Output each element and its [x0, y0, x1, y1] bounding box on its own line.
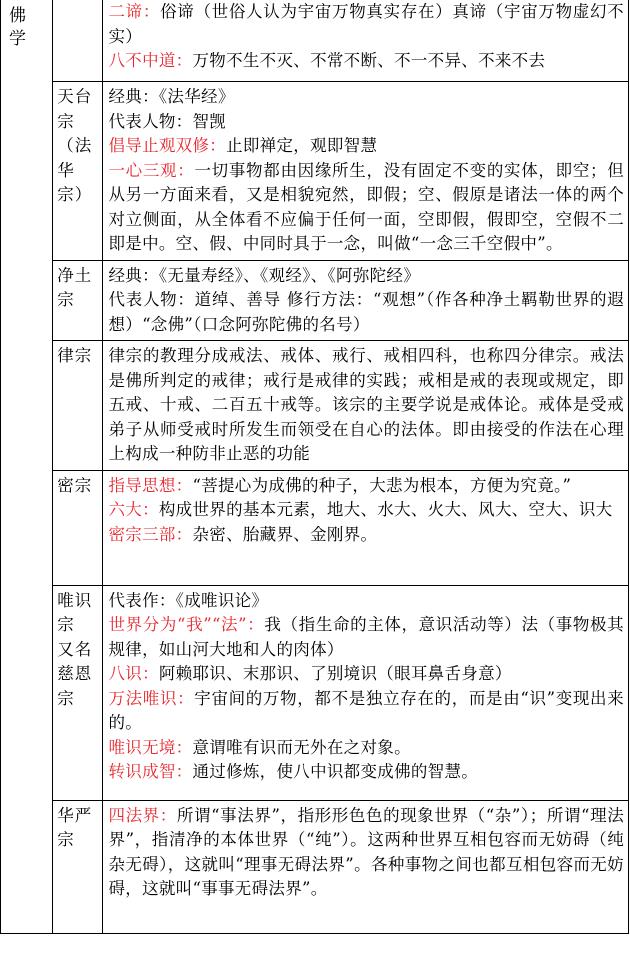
description-cell [103, 260, 629, 341]
description-text: 代表人物：智觊 [108, 111, 227, 131]
description-text: 律宗的教理分成戒法、戒体、戒行、戒相四科，也称四分律宗。戒法是佛所判定的戒律；戒行是戒律的实践；戒相是戒的表现或规定，即五戒、十戒、二百五十戒等。该宗的主要学说是戒体论。戒体是受戒弟子从师受戒时所发生而领受在自心的法体。即由接受的作法在心理上构成一种防非止恶的功能 [108, 346, 624, 463]
school-name: 唯识 宗 又名 慈恩 宗 [57, 590, 93, 708]
table-row [1, 0, 629, 82]
description-text: 杂密、胎藏界、金刚界。 [192, 524, 378, 544]
description-line [108, 474, 624, 499]
description-cell [103, 341, 629, 471]
description-text: 构成世界的基本元素，地大、水大、火大、风大、空大、识大 [158, 500, 613, 519]
school-cell [53, 0, 103, 82]
description-text: 经典：《无量寿经》、《观经》、《阿弥陀经》 [108, 265, 421, 285]
school-cell [53, 800, 103, 933]
highlight-term: 世界分为“我”“法”： [108, 615, 265, 634]
table-row [1, 470, 629, 585]
description-text: 阿赖耶识、末那识、了别境识（眼耳鼻舌身意） [158, 664, 512, 683]
description-line [108, 49, 624, 74]
school-name: 密宗 [57, 475, 93, 495]
description-text: 代表作：《成唯识论》 [108, 590, 269, 610]
description-line [108, 736, 624, 761]
description-text: 代表人物：道绰、善导 修行方法：“观想”（作各种净土羁勒世界的遐想）“念佛”（口念阿弥陀佛的名号） [108, 290, 624, 334]
table-row [1, 585, 629, 800]
highlight-term: 密宗三部： [108, 524, 193, 544]
school-cell [53, 470, 103, 585]
description-line [108, 344, 624, 467]
description-cell [103, 800, 629, 933]
table-row [1, 260, 629, 341]
description-text: 意谓唯有识而无外在之对象。 [192, 737, 411, 757]
description-line [108, 85, 624, 110]
category-cell [1, 0, 53, 933]
school-name: 华严 宗 [57, 805, 93, 849]
category-label: 佛学 [9, 6, 28, 49]
description-line [108, 760, 624, 785]
description-line [108, 662, 624, 687]
description-text: 所谓“事法界”，指形形色色的现象世界（“杂”）；所谓“理法界”，指清净的本体世界（“纯”）。这两种世界互相包容而无妨碍（纯杂无碍），这就叫“理事无碍法界”。各种事物之间也都互相包容而无妨碍，这就叫“事事无碍法界”。 [108, 805, 624, 898]
description-line [108, 0, 624, 49]
table-row [1, 800, 629, 933]
description-cell [103, 82, 629, 261]
school-cell [53, 585, 103, 800]
description-text: 我（指生命的主体，意识活动等）法（事物极其规律，如山河大地和人的肉体） [108, 615, 624, 659]
description-text: 俗谛（世俗人认为宇宙万物真实存在）真谛（宇宙万物虚幻不实） [108, 2, 624, 46]
description-cell [103, 470, 629, 585]
school-name: 净土 宗 [57, 265, 93, 309]
description-line [108, 589, 624, 614]
highlight-term: 指导思想： [108, 475, 193, 495]
table-row [1, 341, 629, 471]
highlight-term: 倡导止观双修： [108, 136, 227, 155]
highlight-term: 转识成智： [108, 762, 193, 781]
school-cell [53, 341, 103, 471]
highlight-term: 一心三观： [108, 160, 195, 180]
description-text: 万物不生不灭、不常不断、不一不异、不来不去 [192, 51, 546, 70]
description-line [108, 613, 624, 662]
table-row [1, 82, 629, 261]
description-line [108, 159, 624, 257]
description-line [108, 687, 624, 736]
description-text: 止即禅定，观即智慧 [226, 136, 378, 155]
highlight-term: 八不中道： [108, 51, 193, 70]
school-name: 天台 宗 （法 华 宗） [57, 87, 93, 204]
highlight-term: 万法唯识： [108, 688, 195, 708]
highlight-term: 唯识无境： [108, 737, 193, 757]
description-line [108, 498, 624, 523]
description-line [108, 804, 624, 902]
school-name: 律宗 [57, 346, 93, 365]
description-line [108, 264, 624, 289]
description-cell [103, 585, 629, 800]
description-line [108, 523, 624, 548]
description-line [108, 288, 624, 337]
school-cell [53, 260, 103, 341]
highlight-term: 八识： [108, 664, 159, 683]
description-text: “菩提心为成佛的种子，大悲为根本，方便为究竟。” [192, 475, 572, 495]
description-line [108, 110, 624, 135]
school-cell [53, 82, 103, 261]
description-text: 通过修炼，使八中识都变成佛的智慧。 [192, 762, 479, 781]
description-cell [103, 0, 629, 82]
description-line [108, 134, 624, 159]
description-text: 一切事物都由因缘所生，没有固定不变的实体，即空；但从另一方面来看，又是相貌宛然，即假；空、假原是诸法一体的两个对立侧面，从全体看不应偏于任何一面，空即假，假即空，空假不二即是中。空、假、中同时具于一念，叫做“一念三千空假中”。 [108, 160, 625, 253]
highlight-term: 二谛： [108, 2, 161, 21]
highlight-term: 六大： [108, 500, 159, 519]
description-text: 经典：《法华经》 [108, 87, 235, 106]
description-text: 宇宙间的万物，都不是独立存在的，而是由“识”变现出来的。 [108, 688, 625, 732]
highlight-term: 四法界： [108, 805, 177, 825]
